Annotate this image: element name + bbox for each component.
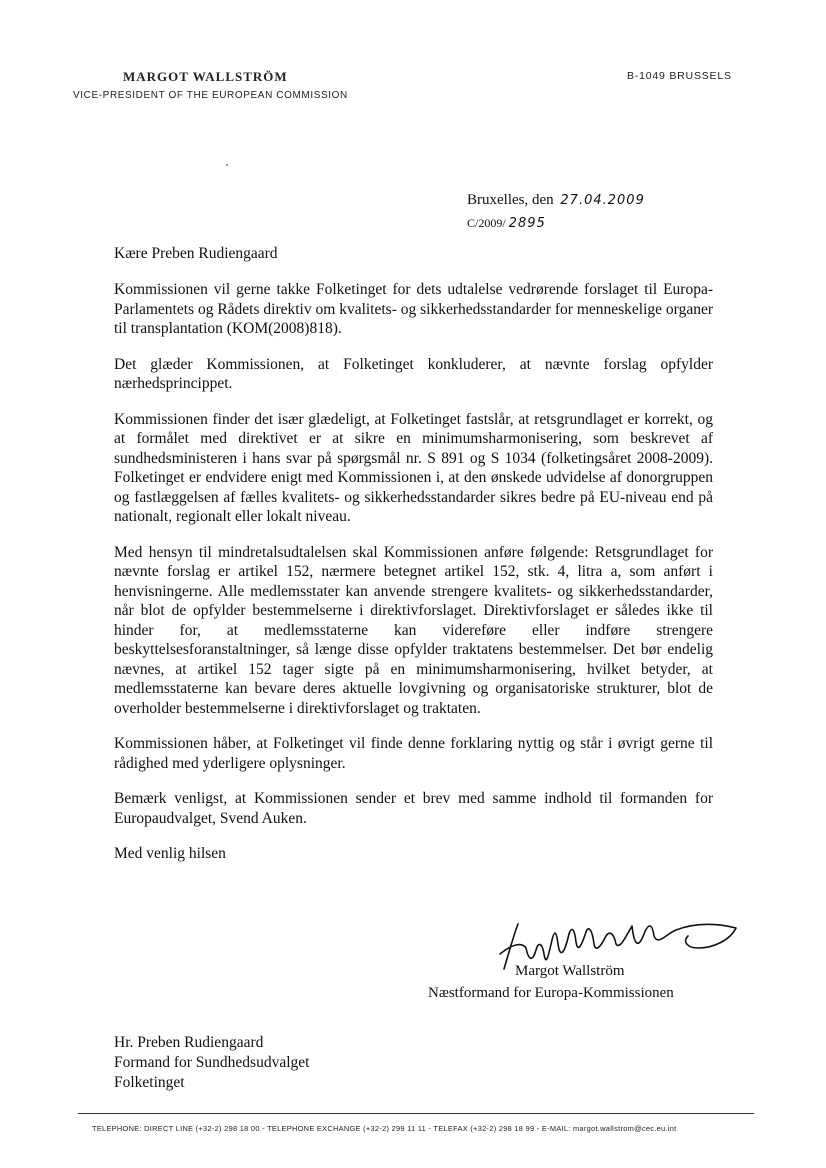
date-line [467, 192, 645, 209]
signer-title: Næstformand for Europa-Kommissionen [428, 985, 674, 1001]
footer-contact: TELEPHONE: DIRECT LINE (+32-2) 298 18 00 - TELEPHONE EXCHANGE (+32-2) 299 11 11 - TELEFAX (+32-2) 298 18 99 - E-MAIL: margot.wallstrom@cec.eu.int [92, 1124, 677, 1133]
paragraph: Kommissionen håber, at Folketinget vil finde denne forklaring nyttig og står i øvrigt gerne til rådighed med yderligere oplysninger. [114, 735, 713, 772]
paragraph: Bemærk venligst, at Kommissionen sender et brev med samme indhold til formanden for Europaudvalget, Svend Auken. [114, 790, 713, 827]
letter-body [114, 280, 713, 880]
recipient-block [114, 1033, 309, 1093]
footer-divider [78, 1113, 754, 1114]
reference-prefix: C/2009/ [467, 216, 506, 230]
paragraph: Med hensyn til mindretalsudtalelsen skal Kommissionen anføre følgende: Retsgrundlaget for nævnte forslag er artikel 152, nærmere betegnet artikel 152, stk. 4, litra a, som anført i henvisningerne. Alle medlemsstater kan anvende strengere kvalitets- og sikkerhedsstandarder, når blot de opfylder bestemmelserne i direktivforslaget. Direktivforslaget er således ikke til hinder for, at medlemsstaterne kan videreføre eller indføre strengere beskyttelsesforanstaltninger, så længe disse opfylder traktatens bestemmelser. Det bør endelig nævnes, at artikel 152 tager sigte på en minimumsharmonisering, hvilket betyder, at medlemsstaterne kan bevare deres aktuelle lovgivning og organisatoriske strukturer, blot de overholder bestemmelserne i direktivforslaget og traktaten. [114, 543, 713, 717]
paragraph: Kommissionen vil gerne takke Folketinget for dets udtalelse vedrørende forslaget til Europa-Parlamentets og Rådets direktiv om kvalitets- og sikkerhedsstandarder for menneskelige organer til transplantation (KOM(2008)818). [114, 281, 713, 337]
closing: Med venlig hilsen [114, 845, 226, 862]
signer-name: Margot Wallström [515, 963, 625, 979]
recipient-name: Hr. Preben Rudiengaard [114, 1034, 264, 1051]
handwritten-reference: 2895 [508, 216, 546, 231]
recipient-role: Formand for Sundhedsudvalget [114, 1054, 310, 1071]
scan-speck [226, 164, 228, 166]
handwritten-date: 27.04.2009 [560, 193, 645, 208]
salutation: Kære Preben Rudiengaard [114, 245, 278, 262]
letterhead-name: MARGOT WALLSTRÖM [123, 69, 288, 84]
reference-line [467, 216, 546, 231]
paragraph: Det glæder Kommissionen, at Folketinget konkluderer, at nævnte forslag opfylder nærhedsprincippet. [114, 355, 713, 392]
letterhead-address: B-1049 BRUSSELS [627, 70, 732, 82]
letterhead-title: VICE-PRESIDENT OF THE EUROPEAN COMMISSION [73, 90, 348, 101]
recipient-organisation: Folketinget [114, 1074, 185, 1091]
paragraph: Kommissionen finder det især glædeligt, at Folketinget fastslår, at retsgrundlaget er korrekt, og at formålet med direktivet er at sikre en minimumsharmonisering, som beskrevet af sundhedsministeren i hans svar på spørgsmål nr. S 891 og S 1034 (folketingsåret 2008-2009). Folketinget er endvidere enigt med Kommissionen i, at den ønskede udvidelse af donorgruppen og fastlæggelsen af fælles kvalitets- og sikkerhedsstandarder sikres bedre på EU-niveau end på nationalt, regionalt eller lokalt niveau. [114, 410, 713, 525]
date-prefix: Bruxelles, den [467, 192, 554, 208]
